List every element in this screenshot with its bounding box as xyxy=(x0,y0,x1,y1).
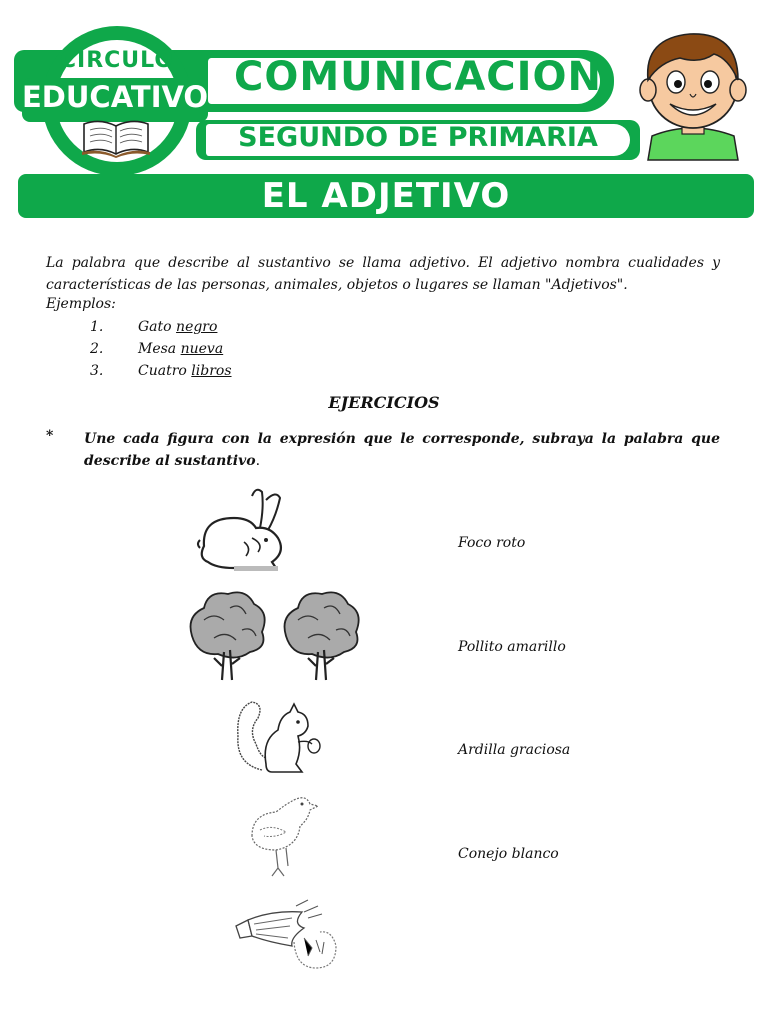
logo-text-circulo: CIRCULO xyxy=(59,48,175,73)
bullet-star: * xyxy=(46,428,54,444)
example-adjective: nueva xyxy=(180,341,224,357)
example-adjective: libros xyxy=(191,363,232,379)
example-item xyxy=(90,319,217,335)
two-trees-drawing xyxy=(184,586,364,682)
page-title: COMUNICACIÓN xyxy=(233,54,603,100)
example-item xyxy=(90,341,223,357)
squirrel-drawing xyxy=(232,694,326,780)
option-text: Ardilla graciosa xyxy=(458,742,571,758)
option-text: Pollito amarillo xyxy=(458,639,566,655)
boy-mascot-icon xyxy=(630,24,756,160)
intro-paragraph: La palabra que describe al sustantivo se llama adjetivo. El adjetivo nombra cualidades y características de las personas, animales, objetos o lugares se llaman "Adjetivos". xyxy=(46,255,720,293)
chick-drawing xyxy=(246,792,322,880)
open-book-icon xyxy=(80,118,152,158)
example-noun: Mesa xyxy=(138,341,181,357)
example-item xyxy=(90,363,232,379)
exercise-instruction xyxy=(84,428,720,472)
page-subtitle: SEGUNDO DE PRIMARIA xyxy=(238,122,598,153)
example-number: 3. xyxy=(90,363,104,379)
option-text: Conejo blanco xyxy=(458,846,559,862)
topic-title: EL ADJETIVO xyxy=(261,176,511,216)
instruction-text: Une cada figura con la expresión que le corresponde, subraya la palabra que describe al sustantivo xyxy=(84,431,720,469)
examples-label: Ejemplos: xyxy=(46,296,116,312)
example-noun: Cuatro xyxy=(138,363,192,379)
rabbit-drawing xyxy=(194,488,290,572)
instruction-period: . xyxy=(255,453,261,469)
example-number: 1. xyxy=(90,319,104,335)
example-number: 2. xyxy=(90,341,104,357)
broken-lightbulb-drawing xyxy=(232,898,342,972)
example-noun: Gato xyxy=(138,319,177,335)
logo-text-educativo: EDUCATIVO xyxy=(22,80,209,114)
example-adjective: negro xyxy=(176,319,218,335)
option-text: Foco roto xyxy=(458,535,526,551)
exercises-heading: EJERCICIOS xyxy=(328,393,440,412)
